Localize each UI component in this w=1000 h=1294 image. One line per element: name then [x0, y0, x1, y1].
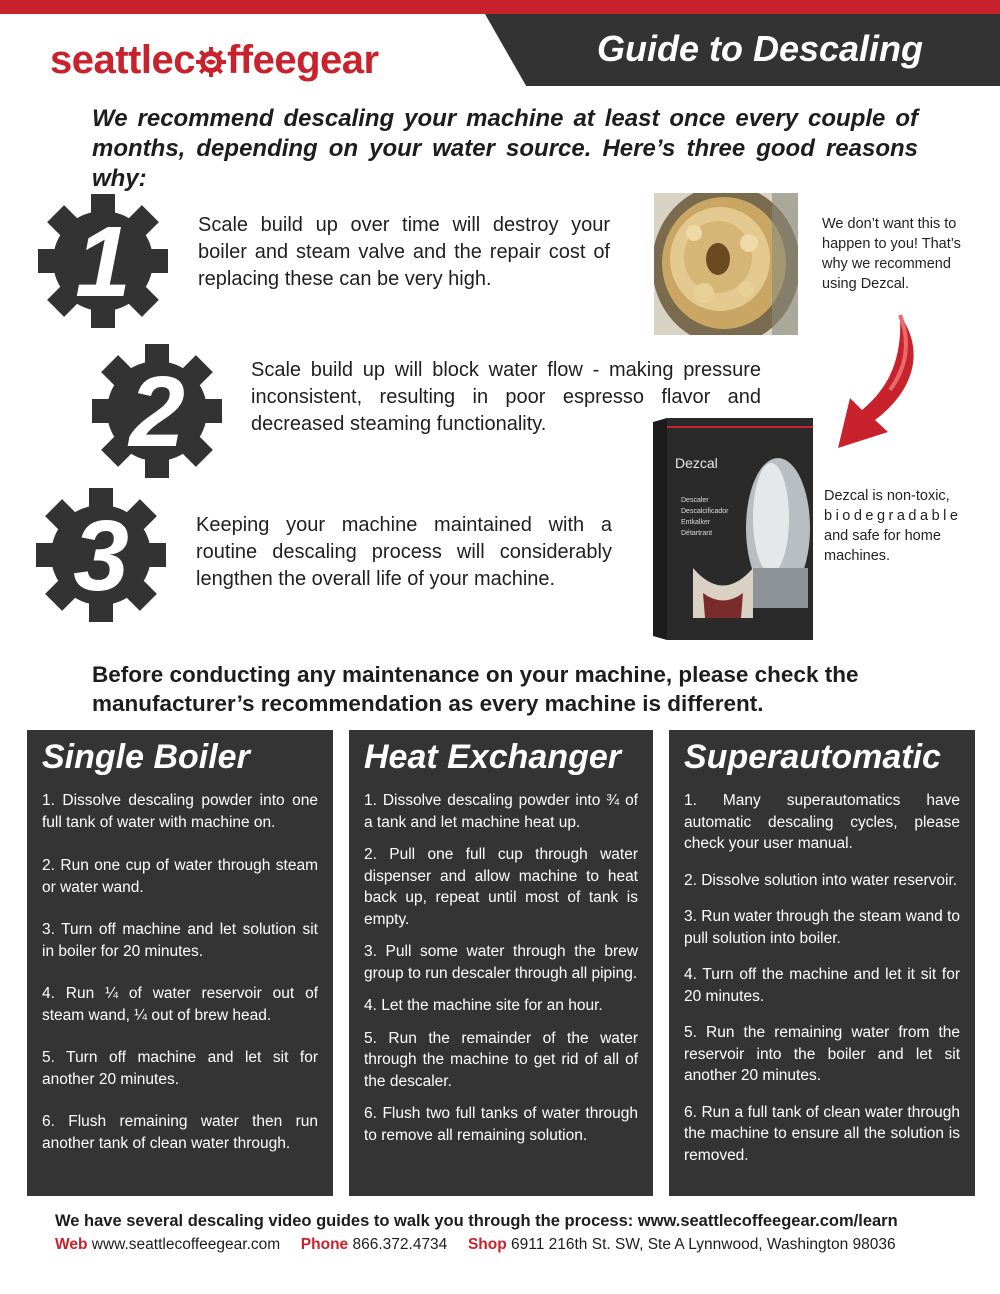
intro-text: We recommend descaling your machine at least once every couple of months, depending on your water source. Here’s three good reasons why:	[92, 105, 918, 192]
dezcal-box-illustration	[653, 418, 813, 640]
shop-address: 6911 216th St. SW, Ste A Lynnwood, Washington 98036	[511, 1236, 896, 1253]
single-boiler-title: Single Boiler	[42, 738, 250, 776]
step-item: 3. Turn off machine and let solution sit in boiler for 20 minutes.	[42, 921, 318, 960]
gear-number-2-icon	[92, 336, 222, 486]
dezcal-note-line-1: Dezcal is non-toxic,	[824, 488, 950, 504]
dezcal-note-line-2: biodegradable	[824, 508, 962, 524]
step-item: 5. Turn off machine and let sit for another 20 minutes.	[42, 1049, 318, 1088]
step-item: 1. Dissolve descaling powder into one full tank of water with machine on.	[42, 792, 318, 831]
superautomatic-panel	[669, 730, 975, 1196]
dezcal-line-3: Entkalker	[681, 519, 711, 526]
step-item: 2. Run one cup of water through steam or water wand.	[42, 857, 318, 896]
heat-exchanger-panel	[349, 730, 653, 1196]
gear-number-3: 3	[73, 500, 129, 612]
step-item: 2. Pull one full cup through water dispenser and allow machine to heat back up, repeat until most of tank is empty.	[364, 846, 638, 928]
step-item: 5. Run the remaining water from the reservoir into the boiler and let sit another 20 minutes.	[684, 1024, 960, 1084]
single-boiler-panel	[27, 730, 333, 1196]
step-item: 4. Run ¼ of water reservoir out of steam wand, ¼ out of brew head.	[42, 985, 318, 1024]
scaled-pipe-illustration	[654, 193, 798, 335]
phone-number[interactable]: 866.372.4734	[352, 1236, 448, 1253]
step-item: 4. Let the machine site for an hour.	[364, 997, 603, 1014]
reason-3-text: Keeping your machine maintained with a routine descaling process will considerably lengthen the overall life of your machine.	[196, 514, 612, 590]
phone-label: Phone	[300, 1236, 349, 1253]
maintenance-warning: Before conducting any maintenance on your machine, please check the manufacturer’s recommendation as every machine is different.	[92, 662, 859, 716]
contact-line	[55, 1236, 955, 1254]
dezcal-brand-name: Dezcal	[675, 455, 718, 471]
reason-1-text: Scale build up over time will destroy your boiler and steam valve and the repair cost of replacing these can be very high.	[198, 214, 610, 290]
step-item: 3. Run water through the steam wand to pull solution into boiler.	[684, 908, 960, 947]
video-guides-link[interactable]: We have several descaling video guides to walk you through the process: www.seattlecoffeegear.com/learn	[55, 1212, 898, 1230]
scaled-pipe-photo	[654, 193, 798, 335]
dezcal-note-line-3: and safe for home machines.	[824, 528, 941, 564]
dezcal-product-box	[653, 418, 813, 640]
step-item: 2. Dissolve solution into water reservoir.	[684, 871, 958, 889]
heat-exchanger-steps	[364, 790, 638, 1146]
web-label: Web	[55, 1236, 88, 1253]
red-curved-arrow-icon	[830, 310, 920, 460]
gear-logo-icon	[195, 46, 227, 78]
gear-number-3-icon	[36, 480, 166, 630]
superautomatic-title: Superautomatic	[684, 738, 941, 776]
gear-number-1: 1	[75, 206, 131, 318]
scale-side-note: We don’t want this to happen to you! That’s why we recommend using Dezcal.	[822, 216, 961, 292]
step-item: 6. Run a full tank of clean water through the machine to ensure all the solution is removed.	[684, 1103, 960, 1164]
step-item: 6. Flush two full tanks of water through to remove all remaining solution.	[364, 1105, 638, 1144]
dezcal-line-2: Descalcificador	[681, 508, 729, 515]
step-item: 6. Flush remaining water then run another tank of clean water through.	[42, 1113, 318, 1152]
shop-label: Shop	[467, 1236, 507, 1253]
superautomatic-steps	[684, 790, 960, 1166]
step-item: 3. Pull some water through the brew group to run descaler through all piping.	[364, 943, 638, 982]
logo-text-left: seattlec	[50, 38, 195, 82]
step-item: 4. Turn off the machine and let it sit for 20 minutes.	[684, 966, 960, 1005]
gear-number-2: 2	[129, 356, 185, 468]
step-item: 5. Run the remainder of the water through the machine to get rid of all of the descaler.	[364, 1029, 638, 1090]
reason-2-text: Scale build up will block water flow - making pressure inconsistent, resulting in poor espresso flavor and decreased steaming functionality.	[251, 359, 761, 435]
step-item: 1. Many superautomatics have automatic descaling cycles, please check your user manual.	[684, 792, 960, 852]
logo-text-right: ffeegear	[226, 38, 379, 82]
dezcal-side-note	[824, 486, 964, 566]
header-red-stripe	[0, 0, 1000, 14]
web-link[interactable]: www.seattlecoffeegear.com	[91, 1236, 281, 1253]
step-item: 1. Dissolve descaling powder into ¾ of a tank and let machine heat up.	[364, 792, 638, 831]
dezcal-line-4: Détartrant	[681, 530, 713, 537]
logo	[50, 38, 379, 83]
single-boiler-steps	[42, 790, 318, 1154]
page-title: Guide to Descaling	[596, 28, 924, 69]
gear-number-1-icon	[38, 186, 168, 336]
dezcal-line-1: Descaler	[681, 497, 709, 504]
heat-exchanger-title: Heat Exchanger	[364, 738, 621, 776]
